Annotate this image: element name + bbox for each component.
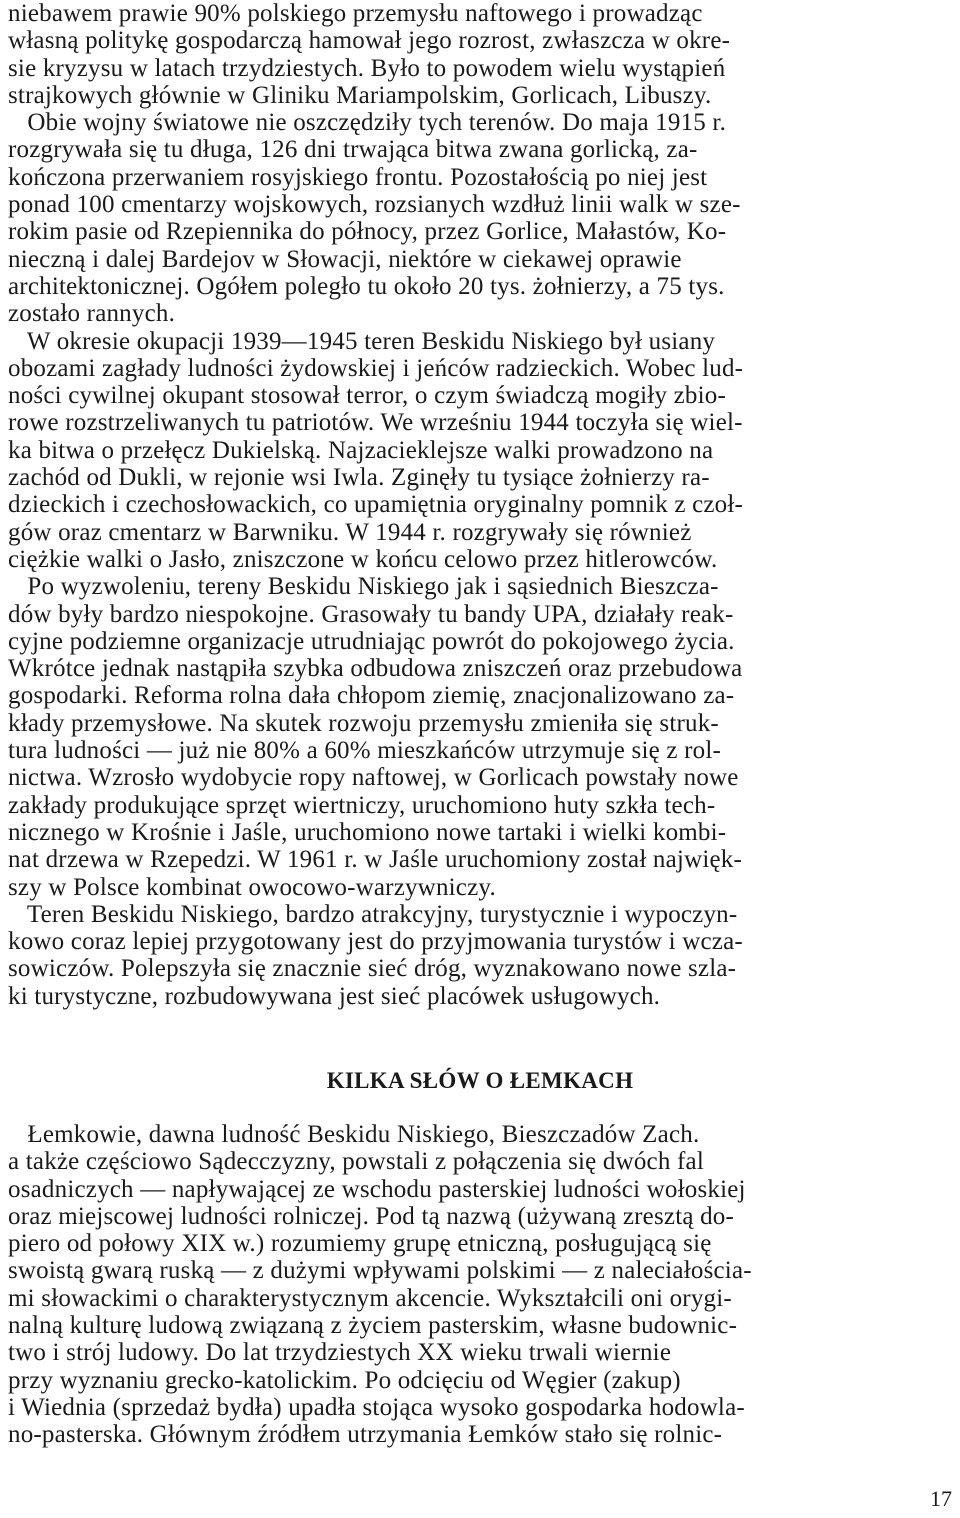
text-line: ności cywilnej okupant stosował terror, o czym świadczą mogiły zbio- (8, 382, 726, 410)
text-line: szy w Polsce kombinat owocowo-warzywniczy. (8, 873, 496, 901)
text-line: Wkrótce jednak nastąpiła szybka odbudowa zniszczeń oraz przebudowa (8, 655, 743, 683)
text-line: nictwa. Wzrosło wydobycie ropy naftowej, w Gorlicach powstały nowe (8, 764, 739, 792)
text-line: two i strój ludowy. Do lat trzydziestych XX wieku trwali wiernie (8, 1339, 672, 1367)
text-line: Teren Beskidu Niskiego, bardzo atrakcyjny, turystycznie i wypoczyn- (8, 900, 738, 928)
text-line: rowe rozstrzeliwanych tu patriotów. We wrześniu 1944 toczyła się wiel- (8, 409, 743, 437)
text-line: nieczną i dalej Bardejov w Słowacji, niektóre w ciekawej oprawie (8, 245, 682, 273)
text-line: ki turystyczne, rozbudowywana jest sieć placówek usługowych. (8, 982, 661, 1010)
text-line: rokim pasie od Rzepiennika do północy, przez Gorlice, Małastów, Ko- (8, 218, 727, 246)
text-line: a także częściowo Sądecczyzny, powstali z połączenia się dwóch fal (8, 1148, 704, 1176)
text-line: sie kryzysu w latach trzydziestych. Było to powodem wielu wystąpień (8, 54, 726, 82)
text-line: przy wyznaniu grecko-katolickim. Po odcięciu od Węgier (zakup) (8, 1366, 681, 1394)
text-line: Po wyzwoleniu, tereny Beskidu Niskiego jak i sąsiednich Bieszcza- (8, 573, 719, 601)
text-line: obozami zagłady ludności żydowskiej i jeńców radzieckich. Wobec lud- (8, 354, 744, 382)
text-line: osadniczych — napływającej ze wschodu pasterskiej ludności wołoskiej (8, 1175, 746, 1203)
section1-body (8, 0, 952, 1010)
page-number: 17 (930, 1486, 952, 1511)
text-line: ciężkie walki o Jasło, zniszczone w końcu celowo przez hitlerowców. (8, 545, 718, 573)
text-line: kończona przerwaniem rosyjskiego frontu. Pozostałością po niej jest (8, 163, 708, 191)
text-line: zostało rannych. (8, 300, 176, 328)
text-line: sowiczów. Polepszyła się znacznie sieć dróg, wyznakowano nowe szla- (8, 955, 737, 983)
text-line: oraz miejscowej ludności rolniczej. Pod tą nazwą (używaną zresztą do- (8, 1202, 735, 1230)
text-line: ponad 100 cmentarzy wojskowych, rozsianych wzdłuż linii walk w sze- (8, 191, 741, 219)
text-line: strajkowych głównie w Gliniku Mariampolskim, Gorlicach, Libuszy. (8, 81, 712, 109)
text-line: dzieckich i czechosłowackich, co upamiętnia oryginalny pomnik z czoł- (8, 491, 744, 519)
text-line: nat drzewa w Rzepedzi. W 1961 r. w Jaśle uruchomiony został najwięk- (8, 846, 742, 874)
text-line: i Wiednia (sprzedaż bydła) upadła stojąca wysoko gospodarka hodowla- (8, 1393, 745, 1421)
text-line: mi słowackimi o charakterystycznym akcencie. Wykształcili oni orygi- (8, 1284, 732, 1312)
text-line: rozgrywała się tu długa, 126 dni trwająca bitwa zwana gorlicką, za- (8, 136, 698, 164)
text-line: dów były bardzo niespokojne. Grasowały tu bandy UPA, działały reak- (8, 600, 734, 628)
text-line: nalną kulturę ludową związaną z życiem pasterskim, własne budownic- (8, 1312, 738, 1340)
text-line: tura ludności — już nie 80% a 60% mieszkańców utrzymuje się z rol- (8, 737, 721, 765)
text-line: swoistą gwarą ruską — z dużymi wpływami polskimi — z naleciałościa- (8, 1257, 752, 1285)
text-line: gów oraz cmentarz w Barwniku. W 1944 r. rozgrywały się również (8, 518, 692, 546)
text-line: architektonicznej. Ogółem poległo tu około 20 tys. żołnierzy, a 75 tys. (8, 272, 725, 300)
text-line: Obie wojny światowe nie oszczędziły tych terenów. Do maja 1915 r. (8, 109, 727, 137)
text-line: piero od połowy XIX w.) rozumiemy grupę etniczną, posługującą się (8, 1230, 712, 1258)
text-line: kowo coraz lepiej przygotowany jest do przyjmowania turystów i wcza- (8, 928, 743, 956)
text-line: gospodarki. Reforma rolna dała chłopom ziemię, znacjonalizowano za- (8, 682, 735, 710)
text-line: zakłady produkujące sprzęt wiertniczy, uruchomiono huty szkła tech- (8, 791, 716, 819)
text-line: kłady przemysłowe. Na skutek rozwoju przemysłu zmieniła się struk- (8, 709, 719, 737)
text-line: no-pasterska. Głównym źródłem utrzymania Łemków stało się rolnic- (8, 1421, 723, 1449)
text-line: nicznego w Krośnie i Jaśle, uruchomiono nowe tartaki i wielki kombi- (8, 818, 727, 846)
section-heading: KILKA SŁÓW O ŁEMKACH (326, 1068, 634, 1093)
text-line: niebawem prawie 90% polskiego przemysłu naftowego i prowadząc (8, 0, 703, 27)
text-line: zachód od Dukli, w rejonie wsi Iwla. Zginęły tu tysiące żołnierzy ra- (8, 464, 710, 492)
section2-body (8, 1121, 952, 1449)
text-line: własną politykę gospodarczą hamował jego rozrost, zwłaszcza w okre- (8, 27, 731, 55)
text-line: W okresie okupacji 1939—1945 teren Beskidu Niskiego był usiany (8, 327, 716, 355)
text-line: ka bitwa o przełęcz Dukielską. Najzacieklejsze walki prowadzono na (8, 436, 714, 464)
text-line: cyjne podziemne organizacje utrudniając powrót do pokojowego życia. (8, 627, 735, 655)
text-line: Łemkowie, dawna ludność Beskidu Niskiego, Bieszczadów Zach. (8, 1121, 700, 1148)
